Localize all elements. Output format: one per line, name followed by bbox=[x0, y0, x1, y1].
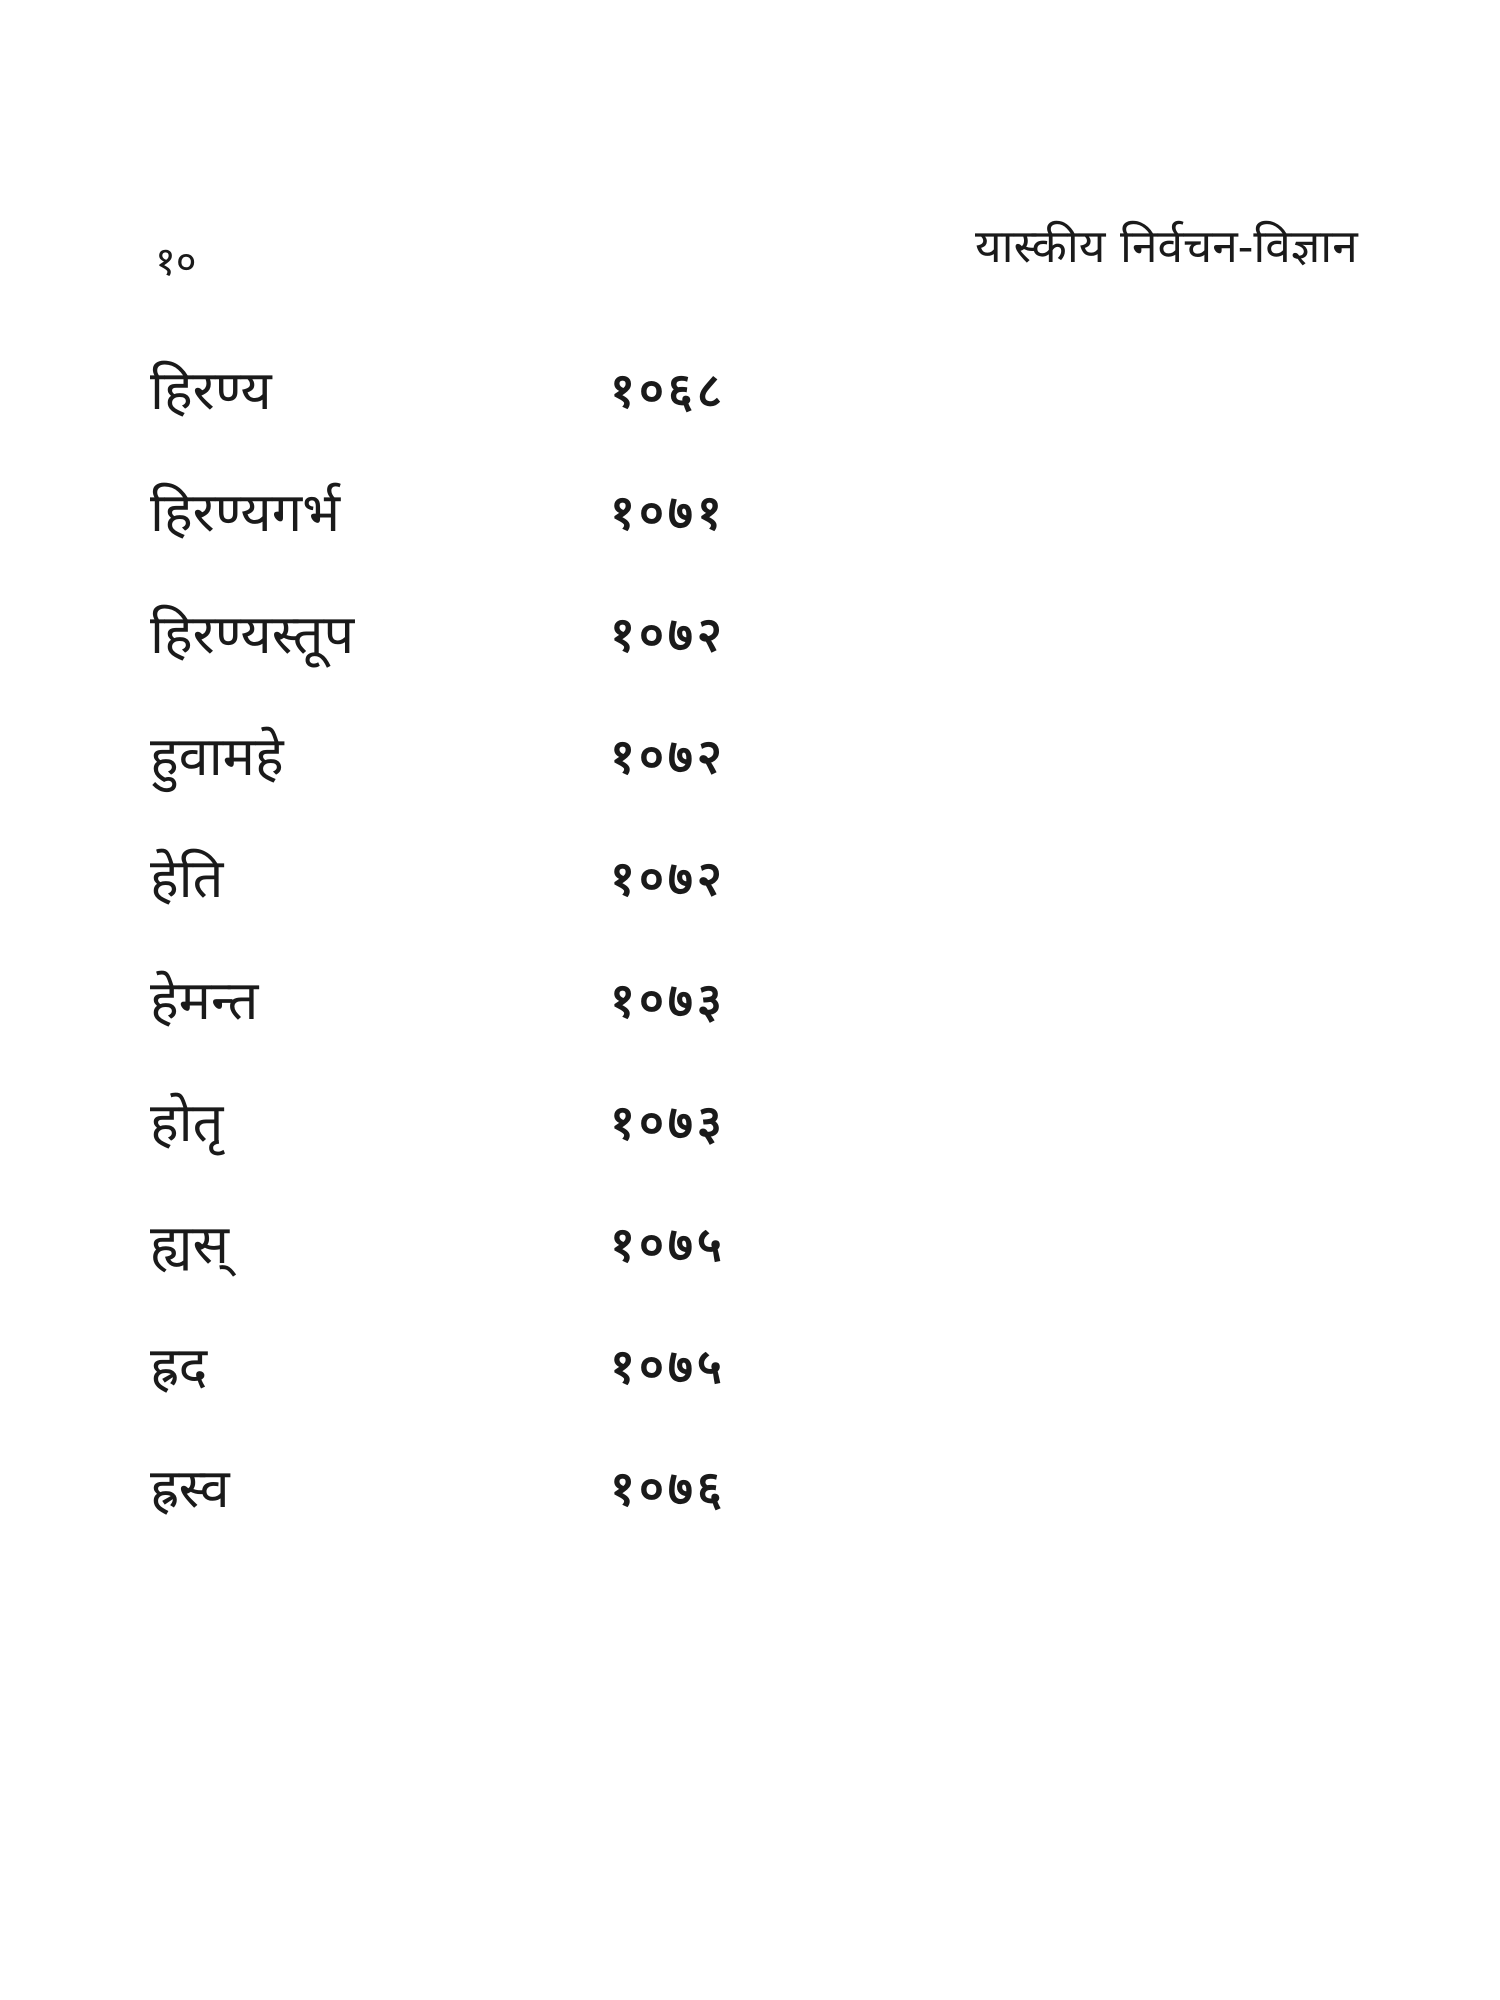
index-term: ह्रद bbox=[150, 1335, 208, 1398]
index-page-ref: १०७३ bbox=[610, 1095, 726, 1151]
index-term: हिरण्य bbox=[150, 359, 272, 422]
index-page-ref: १०७५ bbox=[610, 1339, 726, 1395]
index-term: हिरण्यस्तूप bbox=[150, 603, 355, 666]
index-entry bbox=[150, 574, 726, 696]
index-list bbox=[150, 330, 726, 1550]
index-term: होतृ bbox=[150, 1091, 224, 1154]
running-header: यास्कीय निर्वचन-विज्ञान bbox=[975, 219, 1358, 273]
index-page-ref: १०६८ bbox=[610, 363, 726, 419]
index-entry bbox=[150, 452, 726, 574]
index-page-ref: १०७२ bbox=[610, 729, 726, 785]
index-entry bbox=[150, 1428, 726, 1550]
index-term: ह्रस्व bbox=[150, 1457, 230, 1520]
index-entry bbox=[150, 1062, 726, 1184]
index-term: ह्यस् bbox=[150, 1213, 230, 1276]
index-entry bbox=[150, 696, 726, 818]
index-page-ref: १०७५ bbox=[610, 1217, 726, 1273]
index-term: हेति bbox=[150, 847, 224, 910]
index-page-ref: १०७३ bbox=[610, 973, 726, 1029]
index-entry bbox=[150, 818, 726, 940]
index-entry bbox=[150, 940, 726, 1062]
index-page-ref: १०७२ bbox=[610, 607, 726, 663]
index-term: हिरण्यगर्भ bbox=[150, 481, 341, 544]
index-page-ref: १०७१ bbox=[610, 485, 726, 541]
index-term: हुवामहे bbox=[150, 725, 284, 788]
index-entry bbox=[150, 1184, 726, 1306]
index-entry bbox=[150, 1306, 726, 1428]
page-number: १० bbox=[155, 239, 197, 285]
index-entry bbox=[150, 330, 726, 452]
index-term: हेमन्त bbox=[150, 969, 259, 1032]
index-page-ref: १०७२ bbox=[610, 851, 726, 907]
index-page-ref: १०७६ bbox=[610, 1461, 726, 1517]
